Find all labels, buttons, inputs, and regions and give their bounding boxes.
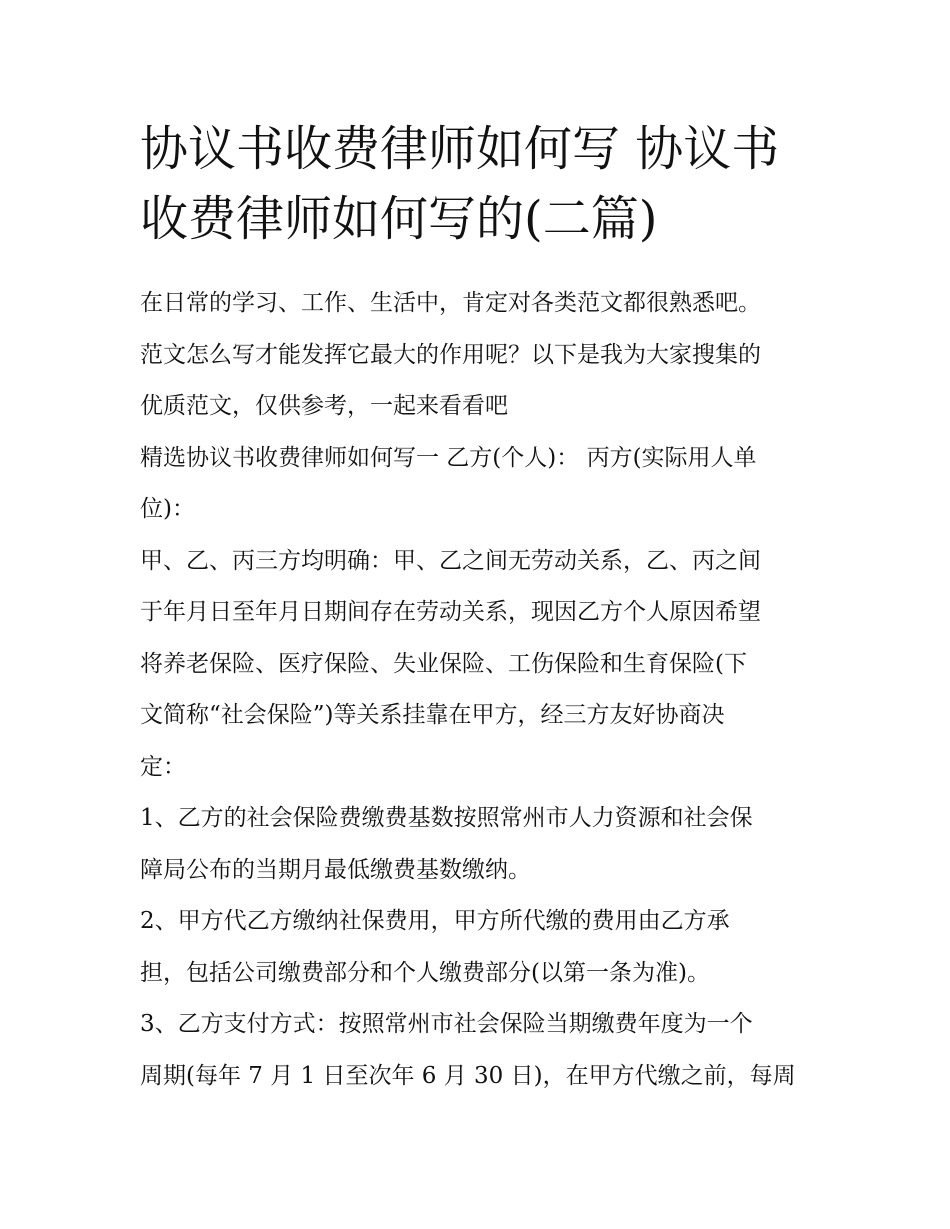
- body-line: 在日常的学习、工作、生活中，肯定对各类范文都很熟悉吧。: [140, 290, 761, 316]
- body-line: 精选协议书收费律师如何写一 乙方(个人)： 丙方(实际用人单: [140, 444, 757, 471]
- body-line: 2、甲方代乙方缴纳社保费用，甲方所代缴的费用由乙方承: [140, 908, 730, 934]
- body-line: 文简称“社会保险”)等关系挂靠在甲方，经三方友好协商决: [140, 702, 725, 728]
- body-line: 将养老保险、医疗保险、失业保险、工伤保险和生育保险(下: [140, 650, 747, 677]
- body-line: 于年月日至年月日期间存在劳动关系，现因乙方个人原因希望: [140, 599, 761, 625]
- body-line: 优质范文，仅供参考，一起来看看吧: [140, 393, 508, 419]
- document-body: [140, 278, 830, 1102]
- body-line: 定：: [140, 753, 186, 780]
- body-line: 障局公布的当期月最低缴费基数缴纳。: [140, 856, 531, 883]
- body-line: 担，包括公司缴费部分和个人缴费部分(以第一条为准)。: [140, 959, 710, 986]
- body-line: 周期(每年 7 月 1 日至次年 6 月 30 日)，在甲方代缴之前，每周: [140, 1062, 796, 1089]
- body-line: 范文怎么写才能发挥它最大的作用呢？以下是我为大家搜集的: [140, 341, 761, 368]
- body-line: 3、乙方支付方式：按照常州市社会保险当期缴费年度为一个: [140, 1011, 753, 1037]
- document-title: [140, 114, 830, 254]
- body-line: 位)：: [140, 496, 195, 522]
- title-line: 收费律师如何写的(二篇): [140, 191, 658, 247]
- body-line: 甲、乙、丙三方均明确：甲、乙之间无劳动关系，乙、丙之间: [140, 547, 761, 574]
- body-line: 1、乙方的社会保险费缴费基数按照常州市人力资源和社会保: [140, 805, 753, 831]
- title-line: 协议书收费律师如何写 协议书: [140, 121, 780, 177]
